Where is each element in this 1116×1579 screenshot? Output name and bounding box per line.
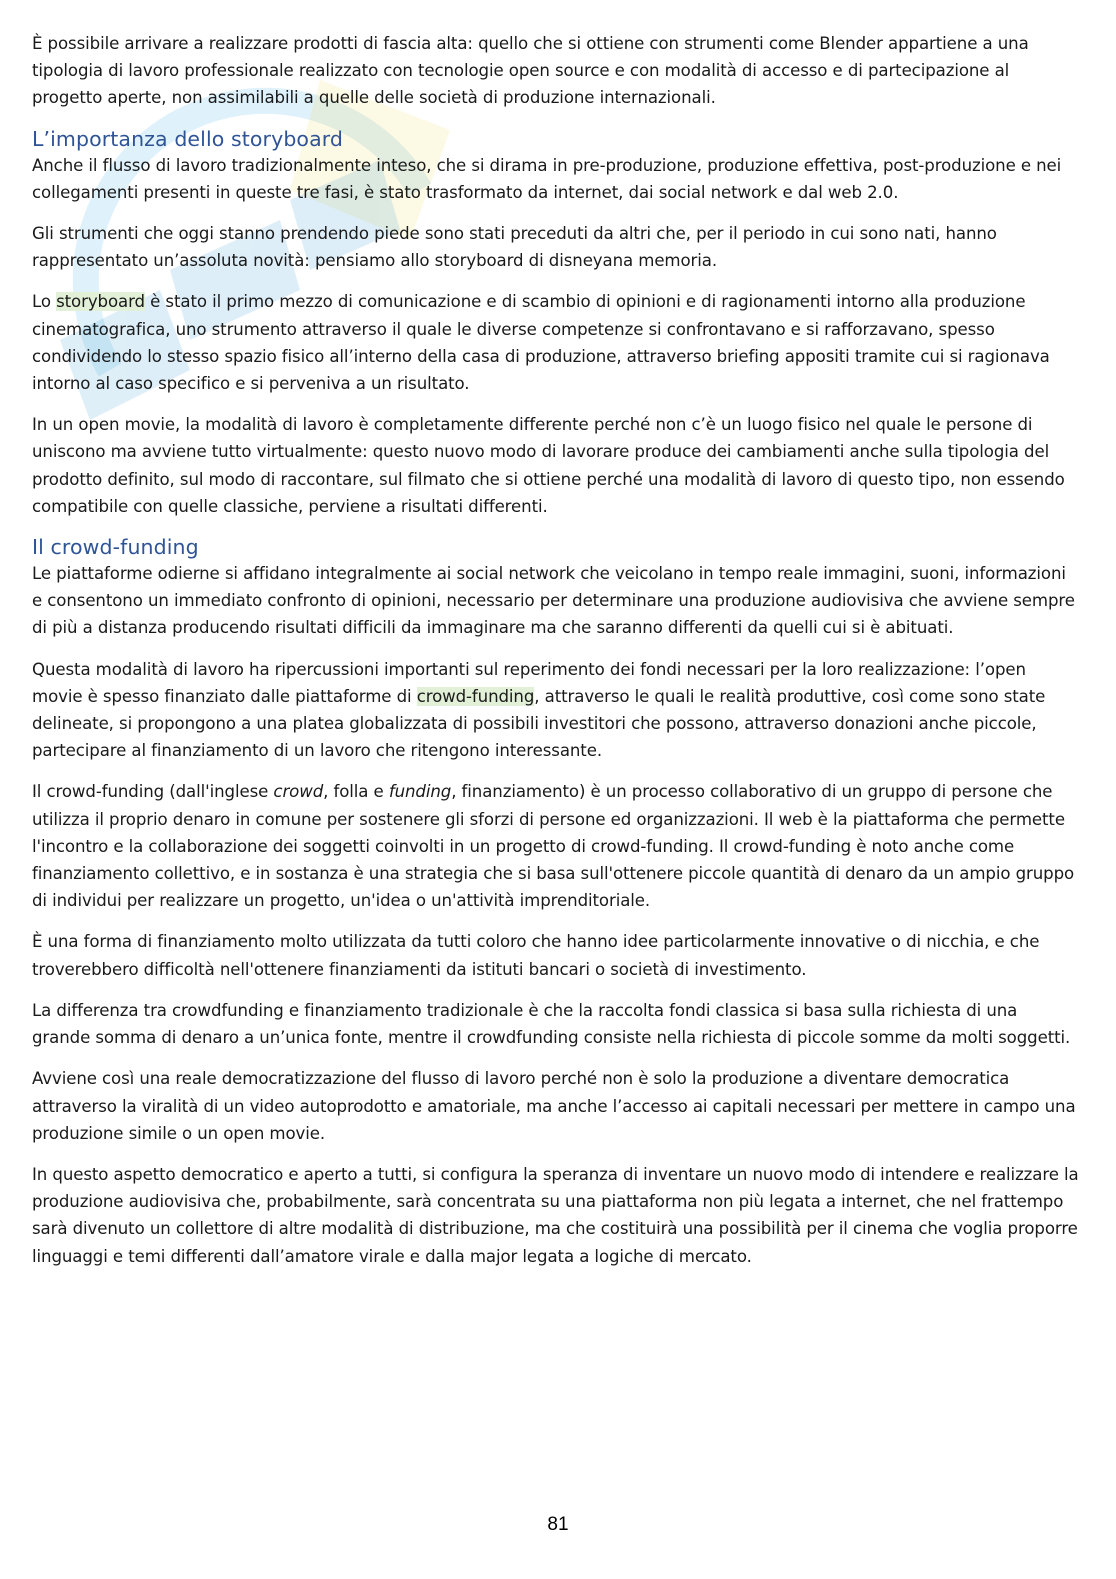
paragraph: [32, 288, 1080, 397]
section-heading-storyboard: L’importanza dello storyboard: [32, 126, 344, 151]
paragraph: È una forma di finanziamento molto utilizzata da tutti coloro che hanno idee particolarmente innovative o di nicchia, e che troverebbero difficoltà nell'ottenere finanziamenti da istituti bancari o società di investimento.: [32, 932, 1040, 979]
paragraph: In questo aspetto democratico e aperto a tutti, si configura la speranza di inventare un nuovo modo di intendere e realizzare la produzione audiovisiva che, probabilmente, sarà concentrata su una piattaforma non più legata a internet, che nel frattempo sarà divenuto un collettore di altre modalità di distribuzione, ma che costituirà una possibilità per il cinema che voglia proporre linguaggi e temi differenti dall’amatore virale e dalla major legata a logiche di mercato.: [32, 1164, 1079, 1266]
highlighted-term: storyboard: [56, 292, 145, 312]
paragraph: La differenza tra crowdfunding e finanziamento tradizionale è che la raccolta fondi classica si basa sulla richiesta di una grande somma di denaro a un’unica fonte, mentre il crowdfunding consiste nella richiesta di piccole somme da molti soggetti.: [32, 1000, 1071, 1048]
paragraph: Avviene così una reale democratizzazione del flusso di lavoro perché non è solo la produzione a diventare democratica attraverso la viralità di un video autoprodotto e amatoriale, ma anche l’accesso ai capitali necessari per mettere in campo una produzione simile o un open movie.: [32, 1069, 1076, 1143]
paragraph: Anche il flusso di lavoro tradizionalmente inteso, che si dirama in pre-produzione, produzione effettiva, post-produzione e nei collegamenti presenti in queste tre fasi, è stato trasformato da internet, dai social network e dal web 2.0.: [32, 155, 1062, 202]
highlighted-term: crowd-funding: [416, 686, 535, 706]
paragraph: Le piattaforme odierne si affidano integralmente ai social network che veicolano in tempo reale immagini, suoni, informazioni e consentono un immediato confronto di opinioni, necessario per determinare una produzione audiovisiva che avviene sempre di più a distanza producendo risultati difficili da immaginare ma che saranno differenti da quelli cui si è abituati.: [32, 564, 1075, 638]
text-run: è stato il primo mezzo di comunicazione e di scambio di opinioni e di ragionamenti intorno alla produzione cinematografica, uno strumento attraverso il quale le diverse competenze si confrontavano e si rafforzavano, spesso condividendo lo stesso spazio fisico all’interno della casa di produzione, attraverso briefing appositi tramite cui si ragionava intorno al caso specifico e si perveniva a un risultato.: [32, 292, 1050, 394]
text-run: Il crowd-funding (dall'inglese: [32, 782, 274, 802]
text-run: , attraverso le quali le realità produttive, così come sono state delineate, si propongono a una platea globalizzata di possibili investitori che possono, attraverso donazioni anche piccole, partecipare al finanziamento di un lavoro che ritengono interessante.: [32, 686, 1046, 761]
italic-term: funding: [388, 782, 452, 802]
page-number: 81: [547, 1514, 569, 1535]
text-run: Lo: [32, 292, 57, 312]
paragraph: [32, 656, 1080, 765]
italic-term: crowd: [273, 782, 324, 802]
text-run: , folla e: [323, 782, 389, 802]
paragraph: È possibile arrivare a realizzare prodotti di fascia alta: quello che si ottiene con strumenti come Blender appartiene a una tipologia di lavoro professionale realizzato con tecnologie open source e con modalità di accesso e di partecipazione al progetto aperte, non assimilabili a quelle delle società di produzione internazionali.: [32, 34, 1029, 108]
document-body: [32, 30, 1080, 1284]
text-run: , finanziamento) è un processo collaborativo di un gruppo di persone che utilizza il proprio denaro in comune per sostenere gli sforzi di persone ed organizzazioni. Il web è la piattaforma che permette l'incontro e la collaborazione dei soggetti coinvolti in un progetto di crowd-funding. Il crowd-funding è noto anche come finanziamento collettivo, e in sostanza è una strategia che si basa sull'ottenere piccole quantità di denaro da un ampio gruppo di individui per realizzare un progetto, un'idea o un'attività imprenditoriale.: [32, 782, 1075, 911]
paragraph: In un open movie, la modalità di lavoro è completamente differente perché non c’è un luogo fisico nel quale le persone di uniscono ma avviene tutto virtualmente: questo nuovo modo di lavorare produce dei cambiamenti anche sulla tipologia del prodotto definito, sul modo di raccontare, sul filmato che si ottiene perché una modalità di lavoro di questo tipo, non essendo compatibile con quelle classiche, perviene a risultati differenti.: [32, 415, 1065, 516]
text-run: Questa modalità di lavoro ha ripercussioni importanti sul reperimento dei fondi necessari per la loro realizzazione: l’open movie è spesso finanziato dalle piattaforme di: [32, 659, 1026, 706]
paragraph: [32, 778, 1080, 914]
paragraph: Gli strumenti che oggi stanno prendendo piede sono stati preceduti da altri che, per il periodo in cui sono nati, hanno rappresentato un’assoluta novità: pensiamo allo storyboard di disneyana memoria.: [32, 224, 997, 271]
section-heading-crowdfunding: Il crowd-funding: [32, 535, 199, 560]
